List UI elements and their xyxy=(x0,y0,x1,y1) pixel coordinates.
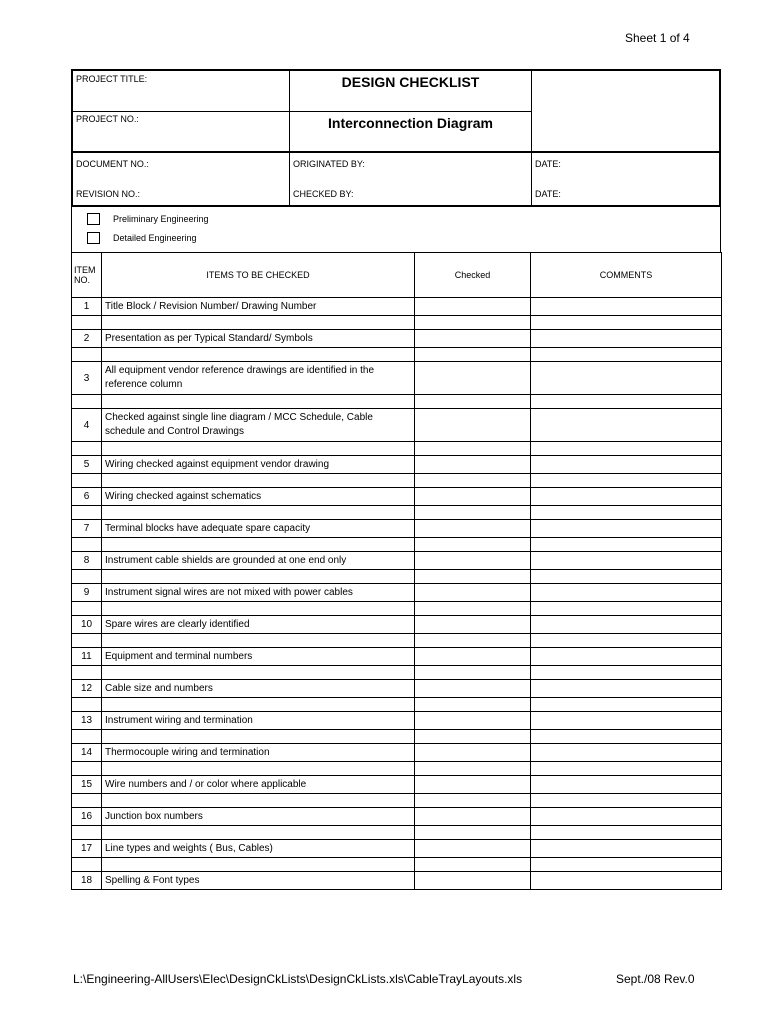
preliminary-engineering-checkbox[interactable] xyxy=(87,213,100,225)
item-number: 9 xyxy=(72,584,102,602)
table-row xyxy=(72,362,722,395)
item-description: Instrument wiring and termination xyxy=(102,712,415,730)
spacer-cell xyxy=(102,826,415,840)
checked-header: Checked xyxy=(415,253,531,298)
date-label-originated: DATE: xyxy=(535,159,561,169)
spacer-row xyxy=(72,395,722,409)
item-description: Cable size and numbers xyxy=(102,680,415,698)
spacer-cell[interactable] xyxy=(531,538,722,552)
document-subtitle: Interconnection Diagram xyxy=(328,115,493,131)
project-no-label: PROJECT NO.: xyxy=(76,114,139,124)
spacer-cell[interactable] xyxy=(531,858,722,872)
spacer-cell[interactable] xyxy=(531,348,722,362)
spacer-cell[interactable] xyxy=(415,794,531,808)
spacer-cell[interactable] xyxy=(415,858,531,872)
detailed-engineering-label: Detailed Engineering xyxy=(113,233,197,243)
spacer-cell[interactable] xyxy=(531,634,722,648)
spacer-cell[interactable] xyxy=(531,826,722,840)
spacer-cell[interactable] xyxy=(415,474,531,488)
spacer-row xyxy=(72,794,722,808)
footer-revision: Sept./08 Rev.0 xyxy=(616,972,695,986)
spacer-cell[interactable] xyxy=(415,730,531,744)
checked-cell[interactable] xyxy=(415,616,531,634)
spacer-cell xyxy=(72,442,102,456)
spacer-cell xyxy=(102,794,415,808)
spacer-row xyxy=(72,634,722,648)
spacer-cell[interactable] xyxy=(415,348,531,362)
header-block xyxy=(71,69,721,207)
table-row xyxy=(72,712,722,730)
spacer-cell xyxy=(72,538,102,552)
item-description: Instrument signal wires are not mixed with power cables xyxy=(102,584,415,602)
spacer-cell[interactable] xyxy=(531,570,722,584)
item-number: 15 xyxy=(72,776,102,794)
footer-file-path: L:\Engineering-AllUsers\Elec\DesignCkLists\DesignCkLists.xls\CableTrayLayouts.xls xyxy=(73,972,523,986)
item-number: 12 xyxy=(72,680,102,698)
engineering-stage-section xyxy=(71,206,721,252)
checked-cell[interactable] xyxy=(415,840,531,858)
item-description: Checked against single line diagram / MCC Schedule, Cable schedule and Control Drawings xyxy=(102,409,415,442)
revision-no-label: REVISION NO.: xyxy=(76,189,141,199)
document-no-label: DOCUMENT NO.: xyxy=(76,159,149,169)
spacer-cell[interactable] xyxy=(531,474,722,488)
spacer-cell[interactable] xyxy=(415,762,531,776)
spacer-cell[interactable] xyxy=(415,506,531,520)
spacer-row xyxy=(72,316,722,330)
item-number: 11 xyxy=(72,648,102,666)
comments-cell[interactable] xyxy=(531,744,722,762)
item-description: Terminal blocks have adequate spare capacity xyxy=(102,520,415,538)
item-number: 16 xyxy=(72,808,102,826)
item-number: 2 xyxy=(72,330,102,348)
items-header: ITEMS TO BE CHECKED xyxy=(102,253,415,298)
spacer-cell xyxy=(72,602,102,616)
spacer-cell xyxy=(72,826,102,840)
table-row xyxy=(72,488,722,506)
spacer-cell xyxy=(72,762,102,776)
comments-cell[interactable] xyxy=(531,840,722,858)
checked-cell[interactable] xyxy=(415,552,531,570)
spacer-cell xyxy=(102,348,415,362)
checked-cell[interactable] xyxy=(415,456,531,474)
spacer-cell[interactable] xyxy=(531,794,722,808)
table-row xyxy=(72,776,722,794)
spacer-cell[interactable] xyxy=(415,316,531,330)
spacer-row xyxy=(72,858,722,872)
item-description: Line types and weights ( Bus, Cables) xyxy=(102,840,415,858)
spacer-cell xyxy=(102,666,415,680)
comments-cell[interactable] xyxy=(531,456,722,474)
spacer-row xyxy=(72,666,722,680)
detailed-engineering-checkbox[interactable] xyxy=(87,232,100,244)
spacer-cell xyxy=(72,474,102,488)
sheet-number: Sheet 1 of 4 xyxy=(625,31,690,45)
table-row xyxy=(72,330,722,348)
table-row xyxy=(72,680,722,698)
spacer-cell[interactable] xyxy=(415,538,531,552)
spacer-row xyxy=(72,538,722,552)
spacer-cell[interactable] xyxy=(415,698,531,712)
spacer-cell[interactable] xyxy=(415,666,531,680)
comments-cell[interactable] xyxy=(531,362,722,395)
comments-cell[interactable] xyxy=(531,616,722,634)
spacer-cell[interactable] xyxy=(415,570,531,584)
spacer-cell xyxy=(102,858,415,872)
item-no-header-line1: ITEM xyxy=(74,265,96,275)
checked-cell[interactable] xyxy=(415,488,531,506)
table-row xyxy=(72,872,722,890)
table-row xyxy=(72,616,722,634)
spacer-cell xyxy=(102,570,415,584)
spacer-cell xyxy=(102,474,415,488)
item-description: Wiring checked against schematics xyxy=(102,488,415,506)
item-number: 10 xyxy=(72,616,102,634)
item-number: 5 xyxy=(72,456,102,474)
spacer-row xyxy=(72,730,722,744)
checked-cell[interactable] xyxy=(415,712,531,730)
checked-by-label: CHECKED BY: xyxy=(293,189,354,199)
spacer-cell xyxy=(102,698,415,712)
spacer-row xyxy=(72,826,722,840)
checked-cell[interactable] xyxy=(415,298,531,316)
comments-cell[interactable] xyxy=(531,808,722,826)
item-number: 14 xyxy=(72,744,102,762)
project-title-label: PROJECT TITLE: xyxy=(76,74,148,84)
item-description: Instrument cable shields are grounded at one end only xyxy=(102,552,415,570)
comments-header: COMMENTS xyxy=(531,253,722,298)
spacer-cell[interactable] xyxy=(531,316,722,330)
checked-cell[interactable] xyxy=(415,409,531,442)
comments-cell[interactable] xyxy=(531,872,722,890)
item-description: Spare wires are clearly identified xyxy=(102,616,415,634)
spacer-cell xyxy=(102,442,415,456)
item-number: 13 xyxy=(72,712,102,730)
comments-cell[interactable] xyxy=(531,648,722,666)
spacer-cell[interactable] xyxy=(531,442,722,456)
item-description: Title Block / Revision Number/ Drawing Number xyxy=(102,298,415,316)
checked-cell[interactable] xyxy=(415,648,531,666)
originated-by-label: ORIGINATED BY: xyxy=(293,159,365,169)
checked-cell[interactable] xyxy=(415,362,531,395)
checklist-table xyxy=(71,252,722,890)
item-no-header xyxy=(72,253,102,298)
table-row xyxy=(72,808,722,826)
item-description: Junction box numbers xyxy=(102,808,415,826)
table-row xyxy=(72,840,722,858)
spacer-row xyxy=(72,506,722,520)
spacer-cell[interactable] xyxy=(531,395,722,409)
spacer-cell[interactable] xyxy=(531,698,722,712)
spacer-cell[interactable] xyxy=(531,666,722,680)
spacer-cell[interactable] xyxy=(415,602,531,616)
item-number: 6 xyxy=(72,488,102,506)
comments-cell[interactable] xyxy=(531,712,722,730)
spacer-cell xyxy=(72,730,102,744)
item-description: Thermocouple wiring and termination xyxy=(102,744,415,762)
spacer-row xyxy=(72,570,722,584)
spacer-cell xyxy=(72,634,102,648)
checked-cell[interactable] xyxy=(415,776,531,794)
spacer-cell[interactable] xyxy=(415,395,531,409)
item-description: Equipment and terminal numbers xyxy=(102,648,415,666)
spacer-cell xyxy=(102,730,415,744)
spacer-cell[interactable] xyxy=(415,826,531,840)
spacer-cell xyxy=(72,698,102,712)
comments-cell[interactable] xyxy=(531,330,722,348)
item-number: 8 xyxy=(72,552,102,570)
spacer-cell[interactable] xyxy=(531,730,722,744)
table-row xyxy=(72,648,722,666)
item-number: 4 xyxy=(72,409,102,442)
item-number: 17 xyxy=(72,840,102,858)
checked-cell[interactable] xyxy=(415,520,531,538)
table-row xyxy=(72,744,722,762)
document-title: DESIGN CHECKLIST xyxy=(341,74,480,90)
spacer-cell xyxy=(102,395,415,409)
comments-cell[interactable] xyxy=(531,488,722,506)
item-description: Spelling & Font types xyxy=(102,872,415,890)
spacer-cell[interactable] xyxy=(531,762,722,776)
spacer-cell xyxy=(72,858,102,872)
spacer-cell xyxy=(102,602,415,616)
comments-cell[interactable] xyxy=(531,680,722,698)
spacer-cell xyxy=(72,794,102,808)
spacer-cell[interactable] xyxy=(415,442,531,456)
item-no-header-line2: NO. xyxy=(74,275,91,285)
table-row xyxy=(72,409,722,442)
item-number: 1 xyxy=(72,298,102,316)
spacer-cell xyxy=(72,570,102,584)
spacer-cell xyxy=(102,316,415,330)
checked-cell[interactable] xyxy=(415,808,531,826)
item-description: Presentation as per Typical Standard/ Symbols xyxy=(102,330,415,348)
checked-cell[interactable] xyxy=(415,872,531,890)
spacer-row xyxy=(72,474,722,488)
checked-cell[interactable] xyxy=(415,584,531,602)
item-description: All equipment vendor reference drawings are identified in the reference column xyxy=(102,362,415,395)
spacer-cell[interactable] xyxy=(531,506,722,520)
comments-cell[interactable] xyxy=(531,520,722,538)
spacer-cell xyxy=(102,762,415,776)
spacer-cell xyxy=(102,506,415,520)
comments-cell[interactable] xyxy=(531,552,722,570)
spacer-row xyxy=(72,762,722,776)
preliminary-engineering-label: Preliminary Engineering xyxy=(113,214,209,224)
spacer-cell xyxy=(72,395,102,409)
table-row xyxy=(72,456,722,474)
comments-cell[interactable] xyxy=(531,584,722,602)
item-description: Wire numbers and / or color where applicable xyxy=(102,776,415,794)
spacer-cell xyxy=(102,538,415,552)
spacer-cell xyxy=(72,506,102,520)
spacer-cell xyxy=(102,634,415,648)
spacer-cell xyxy=(72,666,102,680)
checked-cell[interactable] xyxy=(415,744,531,762)
table-row xyxy=(72,584,722,602)
comments-cell[interactable] xyxy=(531,409,722,442)
spacer-row xyxy=(72,698,722,712)
spacer-cell[interactable] xyxy=(415,634,531,648)
checked-cell[interactable] xyxy=(415,330,531,348)
spacer-row xyxy=(72,348,722,362)
spacer-row xyxy=(72,602,722,616)
table-header-row xyxy=(72,253,722,298)
date-label-checked: DATE: xyxy=(535,189,561,199)
checked-cell[interactable] xyxy=(415,680,531,698)
item-number: 7 xyxy=(72,520,102,538)
comments-cell[interactable] xyxy=(531,776,722,794)
spacer-row xyxy=(72,442,722,456)
table-row xyxy=(72,298,722,316)
table-row xyxy=(72,552,722,570)
item-number: 18 xyxy=(72,872,102,890)
spacer-cell xyxy=(72,348,102,362)
item-number: 3 xyxy=(72,362,102,395)
table-row xyxy=(72,520,722,538)
spacer-cell[interactable] xyxy=(531,602,722,616)
comments-cell[interactable] xyxy=(531,298,722,316)
spacer-cell xyxy=(72,316,102,330)
item-description: Wiring checked against equipment vendor drawing xyxy=(102,456,415,474)
